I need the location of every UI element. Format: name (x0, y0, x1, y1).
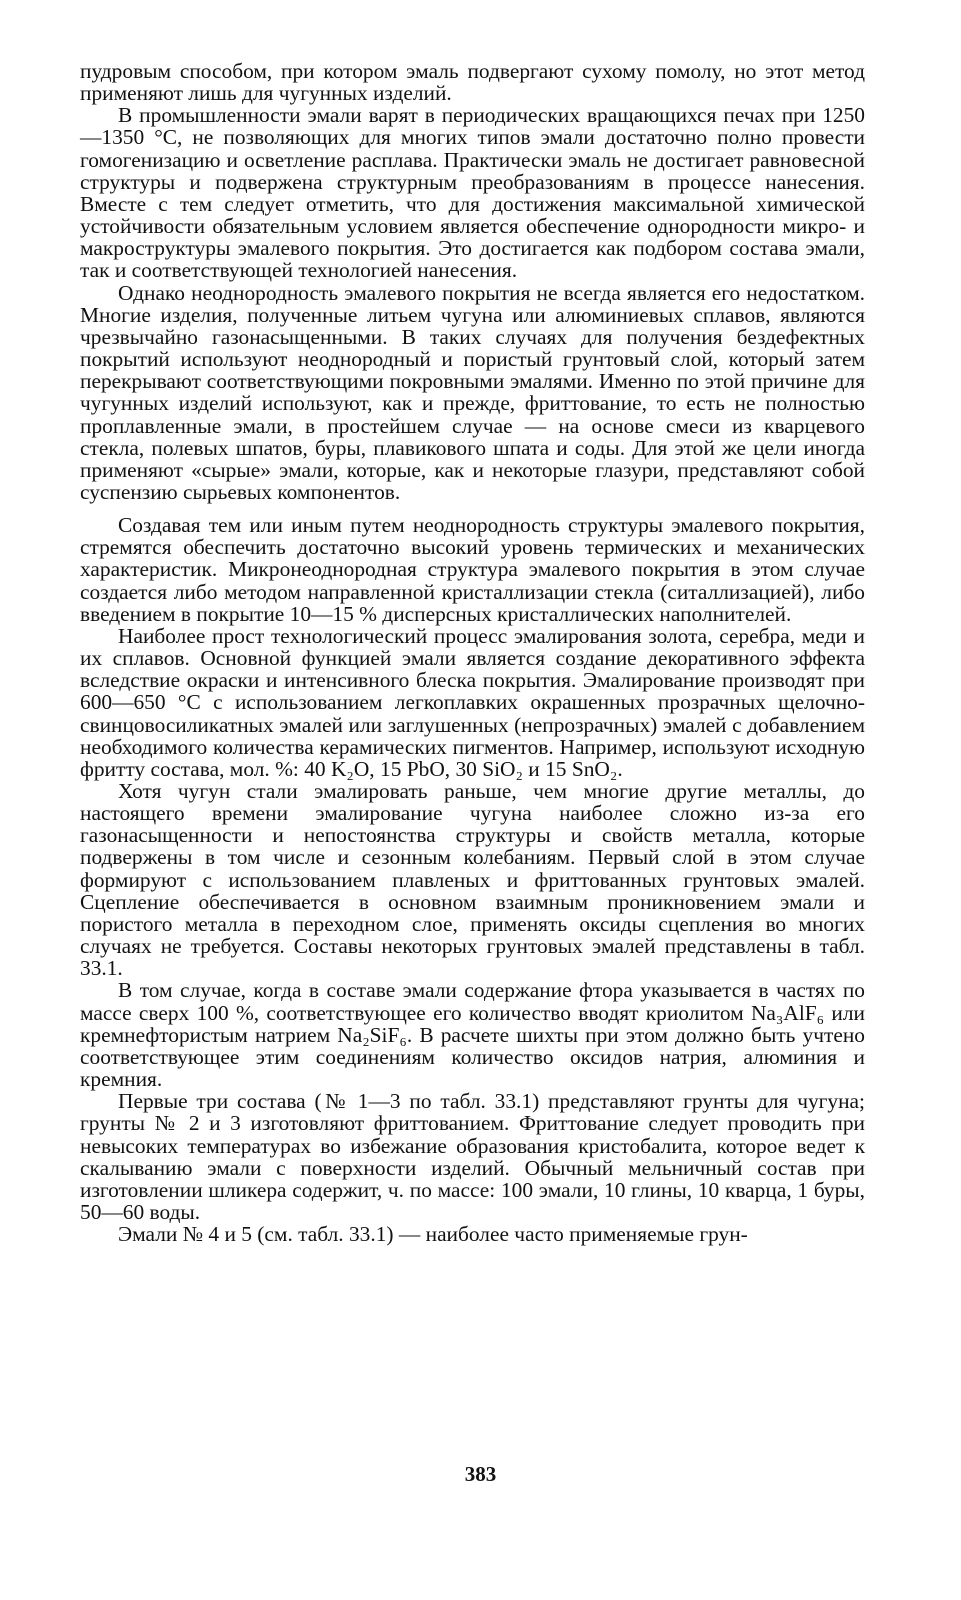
paragraph-enamels-4-5: Эмали № 4 и 5 (см. табл. 33.1) — наиболее часто применяемые грун- (118, 1222, 748, 1247)
paragraph-furnaces: В промышленности эмали варят в периодических вращающихся печах при 1250—1350 °С, не позволяющих для многих типов эмали достаточно полно провести гомогенизацию и осветление расплава. Практически эмаль не достигает равновесной структуры и подвержена структурным преобразованиям в процессе нанесения. Вместе с тем следует отметить, что для достижения максимальной химической устойчивости обязательным условием является обеспечение однородности микро- и макроструктуры эмалевого покрытия. Это достигается как подбором состава эмали, так и соответствующей технологией нанесения. (80, 103, 865, 283)
page-number: 383 (464, 1462, 497, 1486)
paragraph-inhomogeneity: Однако неоднородность эмалевого покрытия не всегда является его недостатком. Многие изделия, полученные литьем чугуна или алюминиевых сплавов, являются чрезвычайно газонасыщенными. В таких случаях для получения бездефектных покрытий используют неоднородный и пористый грунтовый слой, который затем перекрывают соответствующими покровными эмалями. Именно по этой причине для чугунных изделий используют, как и прежде, фриттование, то есть не полностью проплавленные эмали, в простейшем случае — на основе смеси из кварцевого стекла, полевых шпатов, буры, плавикового шпата и соды. Для этой же цели иногда применяют «сырые» эмали, которые, как и некоторые глазури, представляют собой суспензию сырьевых компонентов. (80, 280, 865, 504)
page-body (80, 60, 865, 1245)
paragraph-continuation: пудровым способом, при котором эмаль подвергают сухому помолу, но этот метод применяют лишь для чугунных изделий. (80, 59, 865, 106)
paragraph-cast-iron: Хотя чугун стали эмалировать раньше, чем многие другие металлы, до настоящего времени эмалирование чугуна наиболее сложно из-за его газонасыщенности и непостоянства структуры и свойств металла, которые подвержены в том числе и сезонным колебаниям. Первый слой в этом случае формируют с использованием плавленых и фриттованных грунтовых эмалей. Сцепление обеспечивается в основном взаимным проникновением эмали и пористого металла в переходном слое, применять оксиды сцепления во многих случаях не требуется. Составы некоторых грунтовых эмалей представлены в табл. 33.1. (80, 779, 865, 981)
paragraph-ground-coats: Первые три состава (№ 1—3 по табл. 33.1) представляют грунты для чугуна; грунты № 2 и 3 изготовляют фриттованием. Фриттование следует проводить при невысоких температурах во избежание образования кристобалита, которое ведет к скалыванию эмали с поверхности изделий. Обычный мельничный состав при изготовлении шликера содержит, ч. по массе: 100 эмали, 10 глины, 10 кварца, 1 буры, 50—60 воды. (80, 1089, 865, 1224)
paragraph-precious-metals: Наиболее прост технологический процесс эмалирования золота, серебра, меди и их сплавов. Основной функцией эмали является создание декоративного эффекта вследствие окраски и интенсивного блеска покрытия. Эмалирование производят при 600—650 °С с использованием легкоплавких окрашенных прозрачных щелочно-свинцовосиликатных эмалей или заглушенных (непрозрачных) эмалей с добавлением необходимого количества керамических пигментов. Например, используют исходную фритту состава, мол. %: 40 K₂O, 15 PbO, 30 SiO₂ и 15 SnO₂. (80, 623, 865, 781)
paragraph-microstructure: Создавая тем или иным путем неоднородность структуры эмалевого покрытия, стремятся обеспечить достаточно высокий уровень термических и механических характеристик. Микронеоднородная структура эмалевого покрытия в этом случае создается либо методом направленной кристаллизации стекла (ситаллизацией), либо введением в покрытие 10—15 % дисперсных кристаллических наполнителей. (80, 513, 865, 626)
paragraph-fluorine: В том случае, когда в составе эмали содержание фтора указывается в частях по массе сверх 100 %, соответствующее его количество вводят криолитом Na₃AlF₆ или кремнефтористым натрием Na₂SiF₆. В расчете шихты при этом должно быть учтено соответствующее этим соединениям количество оксидов натрия, алюминия и кремния. (80, 978, 865, 1092)
